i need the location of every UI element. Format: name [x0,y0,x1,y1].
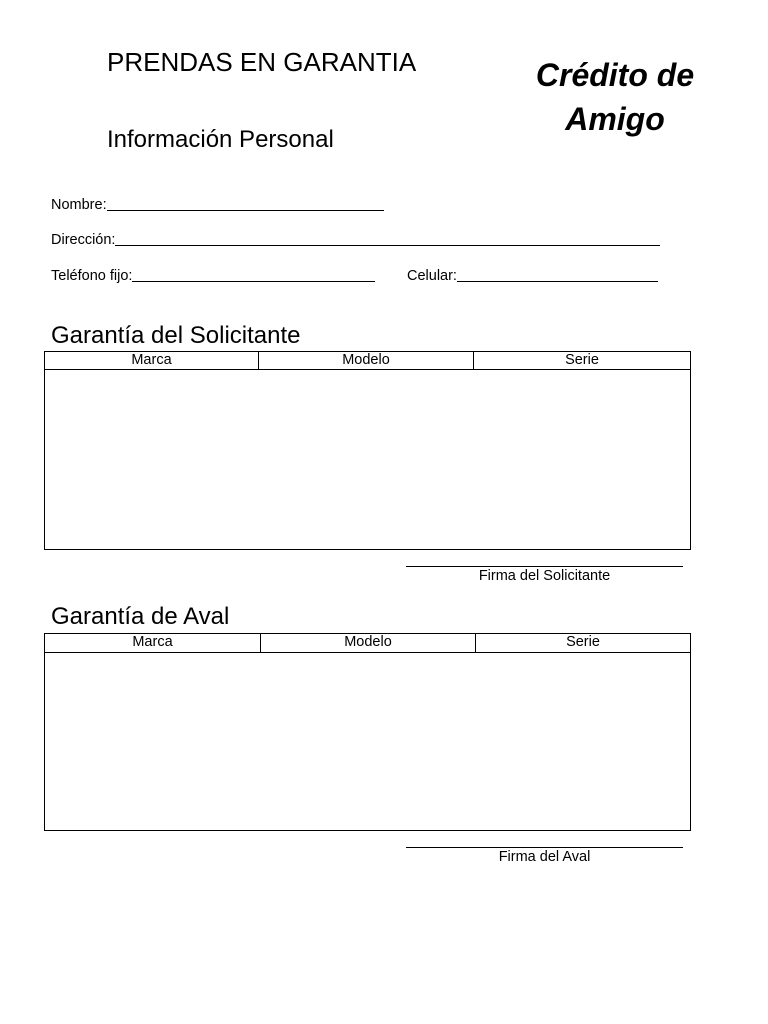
solicitante-guarantee-table [44,351,691,550]
celular-blank-line[interactable] [457,267,658,282]
solicitante-col-marca: Marca [131,352,172,368]
aval-col-modelo: Modelo [260,634,475,652]
direccion-blank-line[interactable] [115,231,660,246]
section-subtitle-personal-info: Información Personal [107,126,334,153]
brand-line-1: Crédito de [535,57,695,93]
direccion-label: Dirección: [51,232,116,248]
celular-field [407,267,658,289]
brand-name [505,53,725,141]
aval-table-body[interactable] [45,653,690,831]
aval-col-marca: Marca [132,634,173,650]
telefono-label: Teléfono fijo: [51,268,133,284]
brand-line-2: Amigo [565,101,665,137]
solicitante-table-header [45,352,690,370]
direccion-field [51,231,660,253]
solicitante-col-serie: Serie [473,352,690,369]
aval-signature-line[interactable] [406,847,683,848]
celular-label: Celular: [407,268,457,284]
aval-signature-label: Firma del Aval [498,849,591,865]
document-title: PRENDAS EN GARANTIA [107,47,417,77]
solicitante-table-body[interactable] [45,370,690,550]
solicitante-col-modelo: Modelo [258,352,473,369]
aval-guarantee-table [44,633,691,831]
solicitante-signature-label: Firma del Solicitante [478,568,611,584]
aval-col-serie: Serie [475,634,690,652]
nombre-field [51,196,384,218]
solicitante-section-title: Garantía del Solicitante [51,322,301,349]
nombre-label: Nombre: [51,197,107,213]
telefono-field [51,267,375,289]
aval-section-title: Garantía de Aval [51,603,230,630]
solicitante-signature-line[interactable] [406,566,683,567]
nombre-blank-line[interactable] [107,196,384,211]
telefono-blank-line[interactable] [132,267,375,282]
aval-table-header [45,634,690,653]
